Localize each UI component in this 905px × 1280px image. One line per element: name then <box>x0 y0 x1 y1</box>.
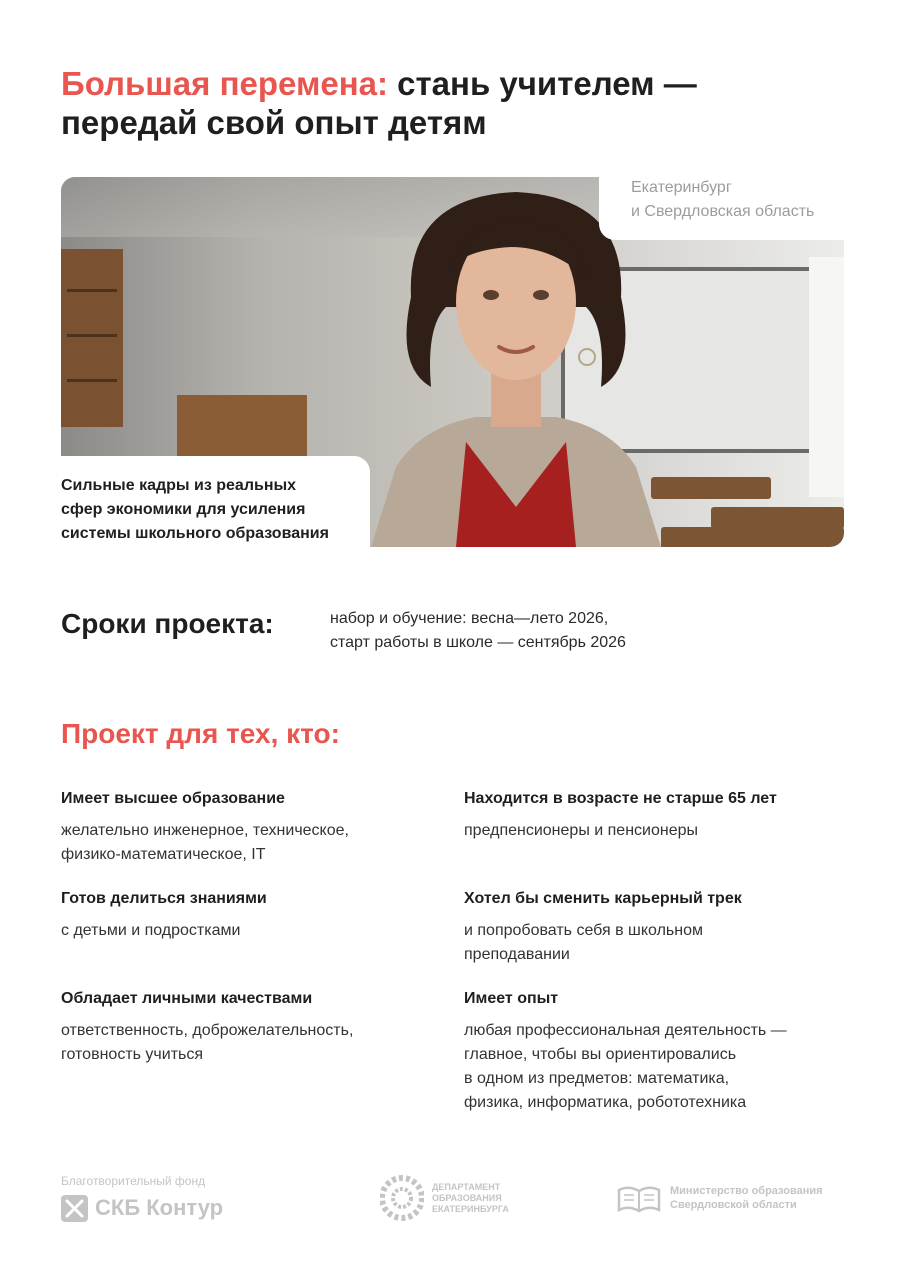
hero-window <box>809 257 844 497</box>
criterion-text <box>464 819 864 843</box>
criterion-line: ответственность, доброжелательность, <box>61 1022 354 1039</box>
criterion-text <box>61 1019 461 1067</box>
terms-heading: Сроки проекта: <box>61 608 274 639</box>
title-accent: Большая перемена: <box>61 65 388 102</box>
criterion-title: Хотел бы сменить карьерный трек <box>464 890 742 907</box>
department-line: ЕКАТЕРИНБУРГА <box>432 1203 509 1214</box>
fund-name: СКБ Контур <box>95 1195 224 1220</box>
criterion-line: в одном из предметов: математика, <box>464 1070 730 1087</box>
criterion-education <box>61 787 461 867</box>
department-line: ДЕПАРТАМЕНТ <box>432 1181 501 1192</box>
criterion-line: физика, информатика, робототехника <box>464 1094 747 1111</box>
hero-desk <box>661 527 844 547</box>
criterion-career <box>464 887 864 967</box>
criterion-experience <box>464 987 864 1115</box>
criterion-line: любая профессиональная деятельность — <box>464 1022 787 1039</box>
department-icon <box>380 1168 424 1228</box>
criterion-text <box>464 1019 864 1115</box>
hero-desk <box>711 507 844 529</box>
criterion-line: желательно инженерное, техническое, <box>61 822 349 839</box>
hero-bookshelf <box>61 249 123 427</box>
fund-caption: Благотворительный фонд <box>61 1174 206 1188</box>
criterion-title: Имеет высшее образование <box>61 790 285 807</box>
department-logo <box>380 1168 509 1228</box>
criterion-title: Находится в возрасте не старше 65 лет <box>464 790 777 807</box>
criterion-text <box>61 819 461 867</box>
department-line: ОБРАЗОВАНИЯ <box>432 1192 502 1203</box>
terms-line-2: старт работы в школе — сентябрь 2026 <box>330 634 626 651</box>
criterion-title: Имеет опыт <box>464 990 559 1007</box>
criterion-sharing <box>61 887 461 943</box>
criterion-line: предпенсионеры и пенсионеры <box>464 822 699 839</box>
criterion-line: преподавании <box>464 946 570 963</box>
department-name <box>432 1182 509 1215</box>
caption-line-2: сфер экономики для усиления <box>61 501 306 518</box>
hero-caption <box>61 474 329 546</box>
criterion-line: физико-математическое, IT <box>61 846 266 863</box>
terms-text <box>330 607 626 655</box>
criterion-line: главное, чтобы вы ориентировались <box>464 1046 737 1063</box>
criterion-line: и попробовать себя в школьном <box>464 922 703 939</box>
criterion-qualities <box>61 987 461 1067</box>
criterion-line: готовность учиться <box>61 1046 204 1063</box>
caption-line-3: системы школьного образования <box>61 525 329 542</box>
criterion-title: Готов делиться знаниями <box>61 890 267 907</box>
title-line-1 <box>61 64 861 103</box>
location-line-2: и Свердловская область <box>631 203 815 220</box>
terms-line-1: набор и обучение: весна—лето 2026, <box>330 610 609 627</box>
criterion-line: с детьми и подростками <box>61 922 241 939</box>
criterion-title: Обладает личными качествами <box>61 990 313 1007</box>
title-line-2: передай свой опыт детям <box>61 104 487 141</box>
location-text <box>631 176 814 224</box>
ministry-name <box>670 1184 823 1212</box>
ministry-line: Свердловской области <box>670 1199 797 1211</box>
audience-heading: Проект для тех, кто: <box>61 718 340 749</box>
ministry-logo <box>616 1182 823 1214</box>
ministry-book-icon <box>616 1182 662 1214</box>
caption-line-1: Сильные кадры из реальных <box>61 477 297 494</box>
location-line-1: Екатеринбург <box>631 179 732 196</box>
skb-kontur-logo <box>61 1194 223 1222</box>
page-title <box>61 64 861 142</box>
title-rest: стань учителем — <box>388 65 697 102</box>
criterion-text <box>464 919 864 967</box>
criterion-age <box>464 787 864 843</box>
skb-kontur-icon <box>61 1195 88 1222</box>
criterion-text <box>61 919 461 943</box>
ministry-line: Министерство образования <box>670 1185 823 1197</box>
